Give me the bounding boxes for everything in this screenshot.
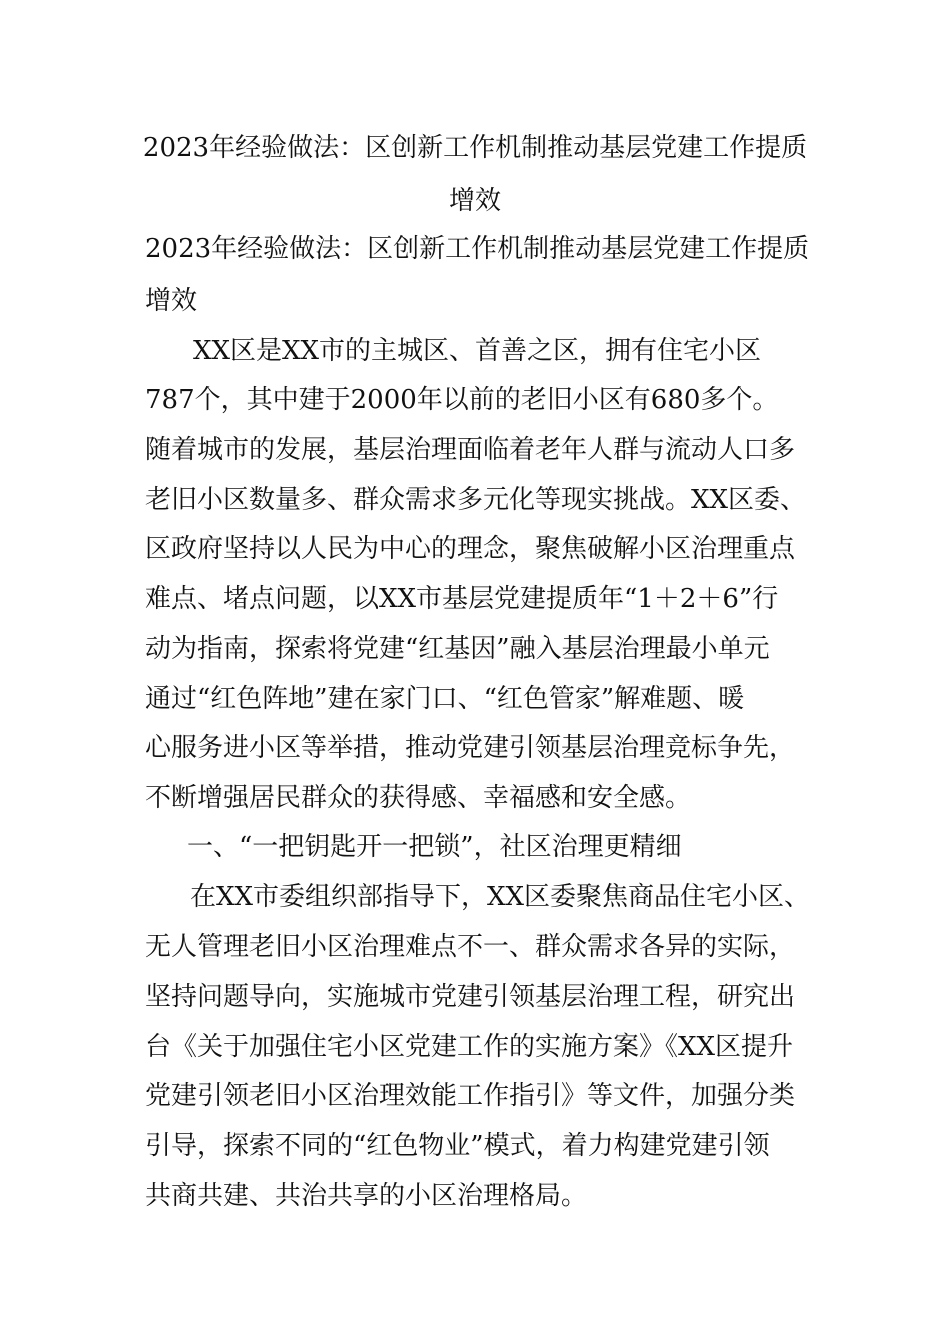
paragraph2-line-2: 无人管理老旧小区治理难点不一、群众需求各异的实际， [145, 932, 796, 962]
paragraph2-line-4: 台《关于加强住宅小区党建工作的实施方案》《XX区提升 [145, 1032, 794, 1062]
document-title-line-2: 增效 [448, 186, 501, 216]
paragraph1-line-1: XX区是XX市的主城区、首善之区，拥有住宅小区 [193, 336, 762, 366]
document-subtitle-line-2: 增效 [145, 286, 198, 316]
paragraph2-line-6: 引导，探索不同的“红色物业”模式，着力构建党建引领 [145, 1131, 770, 1161]
section-heading-1: 一、“一把钥匙开一把锁”，社区治理更精细 [187, 832, 682, 862]
paragraph1-line-10: 不断增强居民群众的获得感、幸福感和安全感。 [145, 783, 692, 813]
paragraph2-line-7: 共商共建、共治共享的小区治理格局。 [145, 1181, 588, 1211]
document-subtitle-line-1: 2023年经验做法：区创新工作机制推动基层党建工作提质 [145, 234, 810, 264]
paragraph1-line-6: 难点、堵点问题，以XX市基层党建提质年“1＋2＋6”行 [145, 584, 779, 614]
paragraph1-line-8: 通过“红色阵地”建在家门口、“红色管家”解难题、暖 [145, 684, 745, 714]
paragraph2-line-3: 坚持问题导向，实施城市党建引领基层治理工程，研究出 [145, 982, 796, 1012]
document-title-line-1: 2023年经验做法：区创新工作机制推动基层党建工作提质 [142, 133, 808, 163]
paragraph2-line-5: 党建引领老旧小区治理效能工作指引》等文件，加强分类 [145, 1081, 796, 1111]
paragraph2-line-1: 在XX市委组织部指导下，XX区委聚焦商品住宅小区、 [190, 882, 811, 912]
paragraph1-line-9: 心服务进小区等举措，推动党建引领基层治理竞标争先， [145, 733, 796, 763]
paragraph1-line-7: 动为指南，探索将党建“红基因”融入基层治理最小单元 [145, 634, 770, 664]
paragraph1-line-2: 787个，其中建于2000年以前的老旧小区有680多个。 [145, 385, 779, 415]
paragraph1-line-4: 老旧小区数量多、群众需求多元化等现实挑战。XX区委、 [145, 485, 807, 515]
paragraph1-line-3: 随着城市的发展，基层治理面临着老年人群与流动人口多 [145, 435, 796, 465]
paragraph1-line-5: 区政府坚持以人民为中心的理念，聚焦破解小区治理重点 [145, 534, 796, 564]
